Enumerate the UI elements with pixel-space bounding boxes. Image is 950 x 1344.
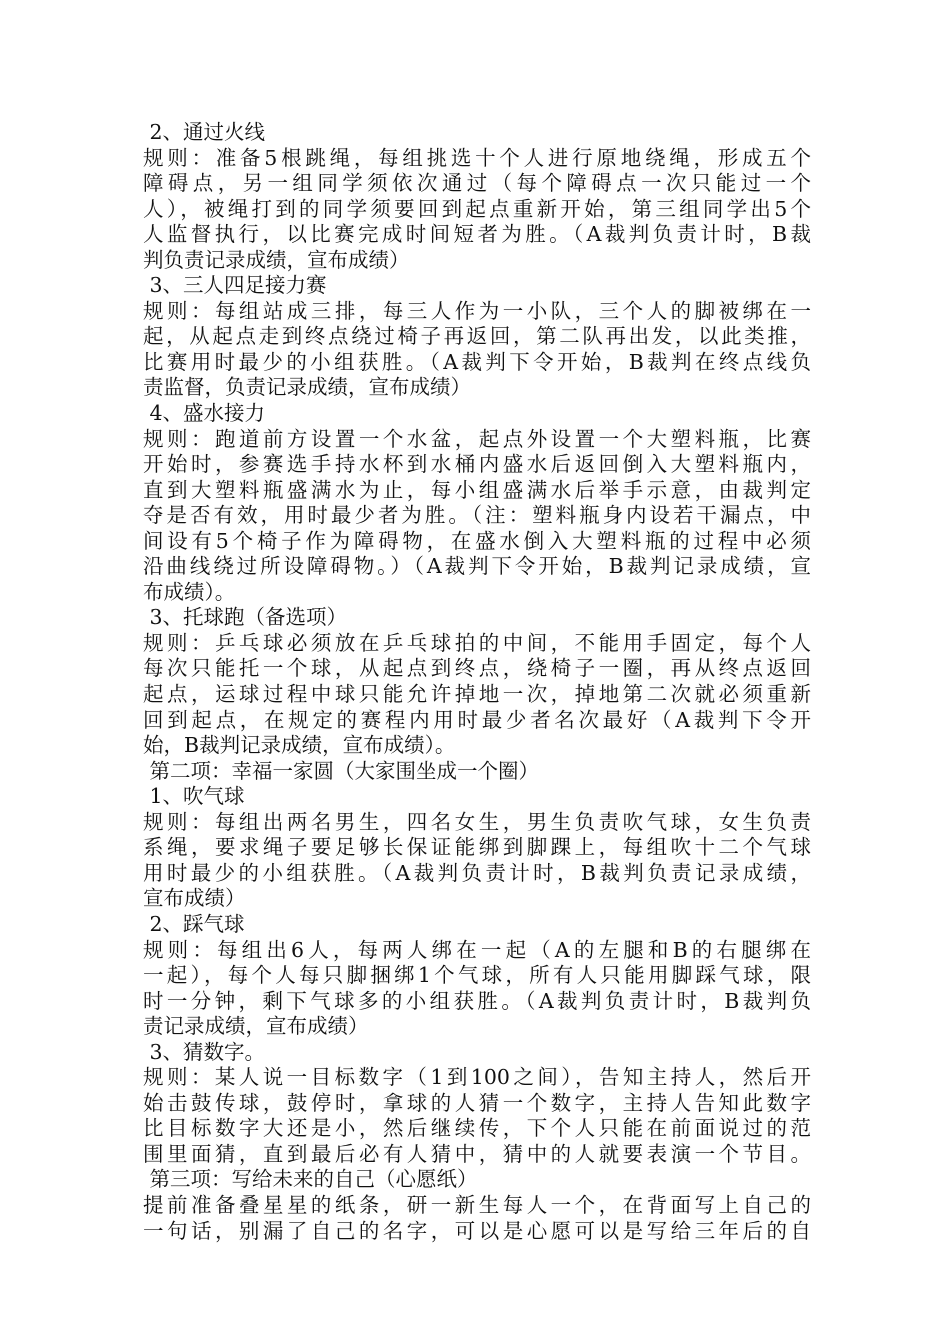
text-line: 直到大塑料瓶盛满水为止，每小组盛满水后举手示意，由裁判定 (143, 477, 811, 502)
text-line: 比赛用时最少的小组获胜。（A裁判下令开始，B裁判在终点线负 (143, 349, 811, 374)
text-line: 间设有5个椅子作为障碍物，在盛水倒入大塑料瓶的过程中必须 (143, 528, 811, 553)
text-line: 始，B裁判记录成绩，宣布成绩）。 (143, 733, 456, 758)
text-line: 布成绩）。 (143, 579, 236, 604)
text-line: 围里面猜，直到最后必有人猜中，猜中的人就要表演一个节目。 (143, 1141, 811, 1166)
text-line: 障碍点，另一组同学须依次通过（每个障碍点一次只能过一个 (143, 171, 811, 196)
text-line: 夺是否有效，用时最少者为胜。（注：塑料瓶身内设若干漏点，中 (143, 503, 811, 528)
section-heading-three-legged-relay: 3、三人四足接力赛 (143, 273, 327, 298)
text-line: 规则：每组站成三排，每三人作为一小队，三个人的脚被绑在一 (143, 298, 811, 323)
text-line: 判负责记录成绩，宣布成绩） (143, 247, 410, 272)
text-line: 人），被绳打到的同学须要回到起点重新开始，第三组同学出5个 (143, 196, 811, 221)
document-page (143, 120, 811, 1244)
section-heading-blow-balloons: 1、吹气球 (143, 784, 245, 809)
section-heading-ball-carry-run: 3、托球跑（备选项） (143, 605, 348, 630)
text-line: 回到起点，在规定的赛程内用时最少者名次最好（A裁判下令开 (143, 707, 811, 732)
text-line: 责记录成绩，宣布成绩） (143, 1014, 369, 1039)
text-line: 人监督执行，以比赛完成时间短者为胜。（A裁判负责计时，B裁 (143, 222, 811, 247)
text-line: 规则：每组出6人，每两人绑在一起（A的左腿和B的右腿绑在 (143, 937, 811, 962)
text-line: 沿曲线绕过所设障碍物。）（A裁判下令开始，B裁判记录成绩，宣 (143, 554, 811, 579)
section-heading-pass-fire-line: 2、通过火线 (143, 120, 266, 144)
text-line: 时一分钟，剩下气球多的小组获胜。（A裁判负责计时，B裁判负 (143, 988, 811, 1013)
text-line: 提前准备叠星星的纸条，研一新生每人一个，在背面写上自己的 (143, 1192, 811, 1217)
text-line: 起，从起点走到终点绕过椅子再返回，第二队再出发，以此类推， (143, 324, 811, 349)
text-line: 规则：跑道前方设置一个水盆，起点外设置一个大塑料瓶，比赛 (143, 426, 811, 451)
section-heading-guess-number: 3、猜数字。 (143, 1039, 266, 1064)
text-line: 宣布成绩） (143, 886, 246, 911)
text-line: 用时最少的小组获胜。（A裁判负责计时，B裁判负责记录成绩， (143, 860, 811, 885)
text-line: 比目标数字大还是小，然后继续传，下个人只能在前面说过的范 (143, 1116, 811, 1141)
text-line: 每次只能托一个球，从起点到终点，绕椅子一圈，再从终点返回 (143, 656, 811, 681)
text-line: 责监督，负责记录成绩，宣布成绩） (143, 375, 471, 400)
part-heading-happy-family-circle: 第二项：幸福一家圆（大家围坐成一个圈） (143, 758, 540, 783)
text-line: 开始时，参赛选手持水杯到水桶内盛水后返回倒入大塑料瓶内， (143, 452, 811, 477)
text-line: 规则：乒乓球必须放在乒乓球拍的中间，不能用手固定，每个人 (143, 630, 811, 655)
text-line: 一起），每个人每只脚捆绑1个气球，所有人只能用脚踩气球，限 (143, 963, 811, 988)
text-line: 规则：某人说一目标数字（1到100之间），告知主持人，然后开 (143, 1065, 811, 1090)
text-line: 起点，运球过程中球只能允许掉地一次，掉地第二次就必须重新 (143, 682, 811, 707)
text-line: 始击鼓传球，鼓停时，拿球的人猜一个数字，主持人告知此数字 (143, 1090, 811, 1115)
text-line: 规则：准备5根跳绳，每组挑选十个人进行原地绕绳，形成五个 (143, 145, 811, 170)
section-heading-water-relay: 4、盛水接力 (143, 401, 266, 426)
text-line: 规则：每组出两名男生，四名女生，男生负责吹气球，女生负责 (143, 809, 811, 834)
part-heading-letter-to-future-self: 第三项：写给未来的自己（心愿纸） (143, 1167, 478, 1192)
text-line: 系绳，要求绳子要足够长保证能绑到脚踝上，每组吹十二个气球 (143, 835, 811, 860)
text-line: 一句话，别漏了自己的名字，可以是心愿可以是写给三年后的自 (143, 1218, 811, 1243)
section-heading-stomp-balloons: 2、踩气球 (143, 911, 245, 936)
